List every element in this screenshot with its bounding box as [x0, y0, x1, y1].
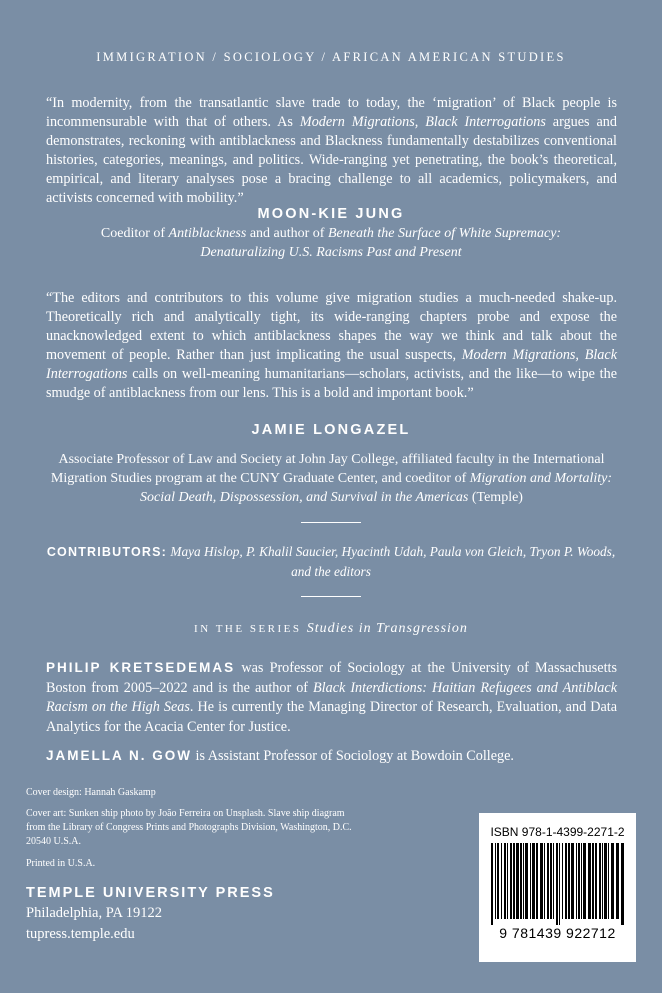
barcode-bar [595, 843, 597, 919]
barcode-bar [599, 843, 601, 919]
barcode-bar [501, 843, 502, 919]
barcode-bar [550, 843, 552, 919]
barcode-bar [581, 843, 582, 919]
publisher-name: TEMPLE UNIVERSITY PRESS [26, 885, 275, 901]
blurb-quote-2: “The editors and contributors to this volume give migration studies a much-needed shake-up. Theoretically rich and analytically tight, its wide-ranging chapters probe and expose the unacknowledged extent to which antiblackness shapes the way we think and talk about the movement of people. Rather than just implicating the usual suspects, Modern Migrations, Black Interrogations calls on well-meaning humanitarians—scholars, activists, and the like—to wipe the smudge of antiblackness from our lens. This is a bold and important book.” [46, 290, 617, 401]
barcode-icon [487, 843, 628, 925]
isbn-barcode-box [479, 813, 636, 962]
blurb-attribution-1: Coeditor of Antiblackness and author of Beneath the Surface of White Supremacy: Denaturalizing U.S. Racisms Past and Present [100, 226, 562, 260]
barcode-bar [562, 843, 563, 919]
barcode-bar [532, 843, 535, 919]
barcode-bar [608, 843, 609, 919]
barcode-bar [621, 843, 624, 925]
barcode-bar [507, 843, 508, 919]
blurb-attribution-2: Associate Professor of Law and Society at John Jay College, affiliated faculty in the International Migration Studies program at the CUNY Graduate Center, and coeditor of Migration and Mortality: Social Death, Dispossession, and Survival in the Americas (Temple) [50, 452, 613, 505]
divider [301, 522, 361, 523]
barcode-bar [544, 843, 545, 919]
barcode-bar [510, 843, 512, 919]
barcode-bar [616, 843, 619, 919]
barcode-bar [497, 843, 499, 919]
cover-design-credit: Cover design: Hannah Gaskamp [26, 787, 156, 798]
book-title-inline: Modern Migrations, Black Interrogations [46, 347, 617, 382]
publisher-url: tupress.temple.edu [26, 926, 135, 942]
series-name: Studies in Transgression [306, 621, 468, 636]
barcode-bar [513, 843, 515, 919]
blurb-author-2: JAMIE LONGAZEL [251, 422, 411, 438]
barcode-bar [576, 843, 577, 919]
author-name-2: JAMELLA N. GOW [46, 748, 192, 763]
author-bio-1: PHILIP KRETSEDEMAS was Professor of Sociology at the University of Massachusetts Boston from 2005–2022 and is the author of Black Interdictions: Haitian Refugees and Antiblack Racism on the High Seas. He is currently the Managing Director of Research, Evaluation, and Data Analytics for the Acacia Center for Justice. [46, 660, 618, 735]
barcode-bar [571, 843, 574, 919]
cover-art-credit: Cover art: Sunken ship photo by João Ferreira on Unsplash. Slave ship diagram from the Library of Congress Prints and Photographs Division, Washington, D.C. 20540 U.S.A. [26, 808, 352, 847]
barcode-bar [565, 843, 567, 919]
series-line: IN THE SERIES Studies in Transgression [194, 621, 468, 636]
barcode-bar [583, 843, 586, 919]
book-title-inline: Modern Migrations, Black Interrogations [299, 114, 546, 130]
barcode-bar [553, 843, 554, 919]
contributors-label: CONTRIBUTORS: [46, 545, 168, 559]
barcode-bar [602, 843, 603, 919]
barcode-bar [592, 843, 594, 919]
barcode-bar [495, 843, 496, 919]
subject-categories: IMMIGRATION / SOCIOLOGY / AFRICAN AMERICAN STUDIES [96, 50, 566, 64]
barcode-bar [611, 843, 614, 919]
barcode-bar [525, 843, 528, 919]
barcode-bar [536, 843, 538, 919]
author-bio-2: JAMELLA N. GOW is Assistant Professor of Sociology at Bowdoin College. [46, 748, 514, 764]
printed-in: Printed in U.S.A. [26, 858, 96, 869]
blurb-quote-1: “In modernity, from the transatlantic slave trade to today, the ‘migration’ of Black people is incommensurable with that of others. As Modern Migrations, Black Interrogations argues and demonstrates, reckoning with antiblackness and Blackness fundamentally destabilizes conventional histories, categories, meanings, and politics. Wide-ranging yet penetrating, the book’s theoretical, empirical, and literary analyses pose a bracing challenge to all academics, policymakers, and activists concerned with mobility.” [46, 95, 617, 206]
barcode-bar [559, 843, 560, 925]
ean-digits: 9 781439 922712 [499, 925, 616, 941]
barcode-bar [520, 843, 522, 919]
barcode-bar [530, 843, 531, 919]
barcode-bar [578, 843, 580, 919]
barcode-bar [504, 843, 506, 919]
blurb-author-1: MOON-KIE JUNG [257, 206, 405, 222]
author-name-1: PHILIP KRETSEDEMAS [46, 660, 236, 675]
barcode-bar [604, 843, 607, 919]
barcode-bar [556, 843, 558, 925]
publisher-city: Philadelphia, PA 19122 [26, 905, 163, 921]
divider [301, 596, 361, 597]
isbn-text: ISBN 978-1-4399-2271-2 [490, 825, 625, 839]
barcode-bar [523, 843, 524, 919]
barcode-bar [588, 843, 591, 919]
contributors [40, 542, 622, 581]
barcode-bar [516, 843, 519, 919]
barcode-bar [568, 843, 570, 919]
barcode-bar [540, 843, 543, 919]
contributors-names: Maya Hislop, P. Khalil Saucier, Hyacinth Udah, Paula von Gleich, Tryon P. Woods, and the editors [170, 544, 616, 579]
barcode-bar [547, 843, 549, 919]
barcode-bar [491, 843, 493, 925]
